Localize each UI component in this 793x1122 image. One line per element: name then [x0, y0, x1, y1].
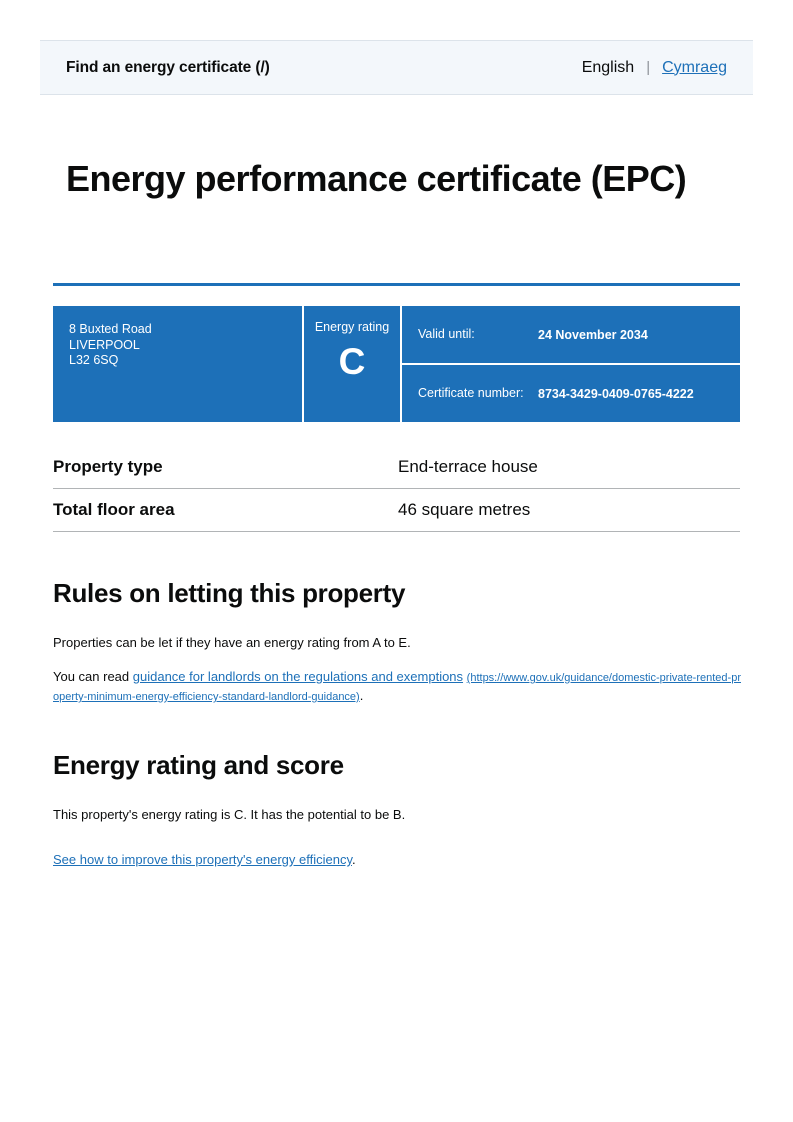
score-section-heading: Energy rating and score [53, 749, 344, 780]
property-type-value: End-terrace house [398, 457, 538, 476]
landlord-guidance-link[interactable]: guidance for landlords on the regulations and exemptions [132, 669, 464, 684]
table-row [53, 446, 740, 489]
site-title-path: (/) [255, 58, 270, 76]
valid-until-row [402, 306, 740, 363]
section-divider [53, 283, 740, 286]
site-title-text: Find an energy certificate [66, 58, 252, 76]
rules-paragraph-2 [53, 668, 743, 706]
energy-rating-value: C [338, 341, 366, 382]
address-line-1: 8 Buxted Road [69, 322, 152, 336]
improve-efficiency-link-suffix: . [351, 852, 356, 867]
total-floor-area-label: Total floor area [53, 500, 175, 519]
certificate-meta [402, 306, 740, 422]
property-type-label: Property type [53, 457, 163, 476]
rules-section-heading: Rules on letting this property [53, 577, 406, 608]
certificate-number-row [402, 363, 740, 422]
valid-until-label: Valid until: [418, 327, 475, 341]
certificate-summary-banner [53, 306, 740, 422]
certificate-number-label: Certificate number: [418, 386, 524, 400]
language-switcher [582, 59, 727, 77]
address-line-2: LIVERPOOL [69, 337, 140, 352]
improve-efficiency-link[interactable]: See how to improve this property's energy efficiency [53, 852, 352, 867]
certificate-number-value: 8734-3429-0409-0765-4222 [538, 386, 694, 401]
table-row [53, 489, 740, 532]
valid-until-value: 24 November 2034 [538, 327, 648, 342]
site-header [40, 40, 753, 95]
score-paragraph-1: This property's energy rating is C. It has the potential to be B. [53, 807, 406, 822]
language-current: English [581, 58, 635, 76]
page-title: Energy performance certificate (EPC) [66, 158, 687, 200]
property-address [53, 306, 302, 422]
rules-paragraph-2-prefix: You can read [53, 669, 133, 684]
language-link-cymraeg[interactable]: Cymraeg [662, 58, 727, 76]
language-separator: | [646, 59, 651, 76]
site-title [66, 59, 270, 77]
score-link-wrapper [53, 851, 743, 870]
energy-rating-block [302, 306, 402, 422]
rules-paragraph-1: Properties can be let if they have an energy rating from A to E. [53, 635, 411, 650]
address-line-3: L32 6SQ [69, 353, 119, 368]
total-floor-area-value: 46 square metres [398, 500, 531, 519]
rules-paragraph-2-suffix: . [359, 687, 364, 703]
landlord-guidance-url[interactable]: (https://www.gov.uk/guidance/domestic-private-rented-property-minimum-energy-efficiency-standard-landlord-guidance) [53, 672, 741, 703]
energy-rating-label: Energy rating [314, 320, 390, 334]
property-details-table [53, 446, 740, 532]
